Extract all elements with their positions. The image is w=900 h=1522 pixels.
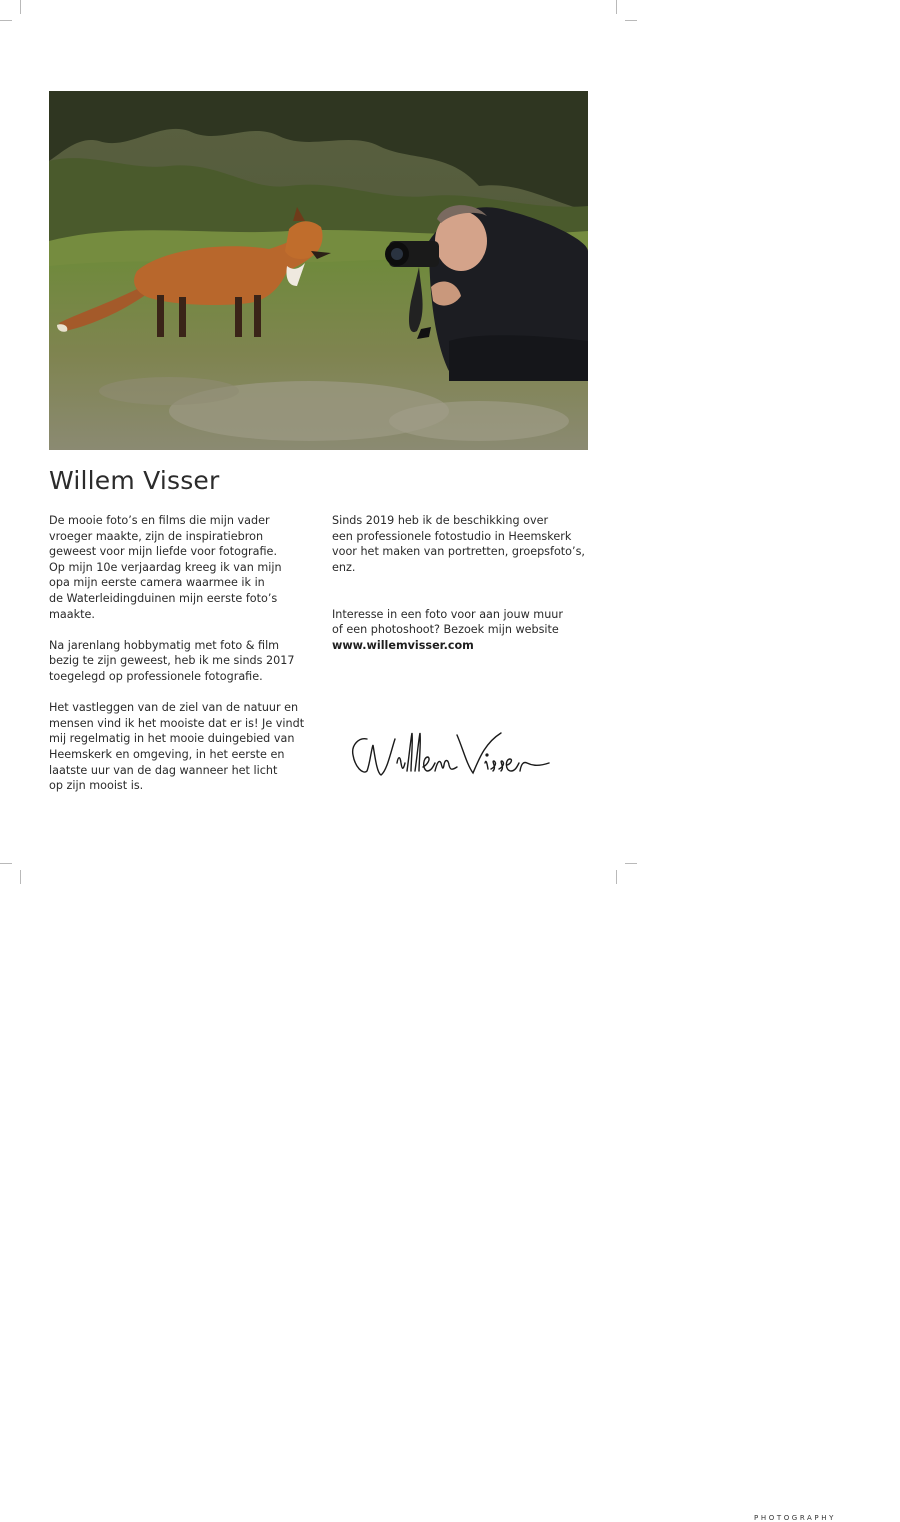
page-title: Willem Visser bbox=[49, 466, 220, 495]
signature-logo bbox=[345, 727, 836, 1522]
paragraph-nature: Het vastleggen van de ziel van de natuur en mensen vind ik het mooiste dat er is! Je vindt mij regelmatig in het mooie duingebied van Heemskerk en omgeving, in het eerste en laatste uur van de dag wanneer het licht op zijn mooist is. bbox=[49, 701, 305, 793]
signature-caption: PHOTOGRAPHY bbox=[754, 1514, 836, 1522]
fox-and-photographer-photo bbox=[49, 91, 588, 450]
left-text-column bbox=[49, 513, 319, 794]
crop-mark-top-left-v bbox=[20, 0, 21, 14]
crop-mark-bottom-right-v bbox=[616, 870, 617, 884]
paragraph-professional: Na jarenlang hobbymatig met foto & film bezig te zijn geweest, heb ik me sinds 2017 toegelegd op professionele fotografie. bbox=[49, 638, 295, 683]
paragraph-studio: Sinds 2019 heb ik de beschikking over een professionele fotostudio in Heemskerk voor het maken van portretten, groepsfoto’s, enz. bbox=[332, 514, 585, 574]
crop-mark-top-left-h bbox=[0, 20, 12, 21]
paragraph-inspiration: De mooie foto’s en films die mijn vader vroeger maakte, zijn de inspiratiebron geweest voor mijn liefde voor fotografie. Op mijn 10e verjaardag kreeg ik van mijn opa mijn eerste camera waarmee ik in de Waterleidingduinen mijn eerste foto’s maakte. bbox=[49, 514, 282, 621]
crop-mark-top-right-h bbox=[625, 20, 637, 21]
crop-mark-top-right-v bbox=[616, 0, 617, 14]
paragraph-contact bbox=[332, 591, 597, 669]
right-text-column bbox=[332, 513, 597, 669]
crop-mark-bottom-left-v bbox=[20, 870, 21, 884]
website-link[interactable]: www.willemvisser.com bbox=[332, 638, 474, 652]
crop-mark-bottom-left-h bbox=[0, 863, 12, 864]
crop-mark-bottom-right-h bbox=[625, 863, 637, 864]
contact-text: Interesse in een foto voor aan jouw muur of een photoshoot? Bezoek mijn website bbox=[332, 607, 563, 637]
